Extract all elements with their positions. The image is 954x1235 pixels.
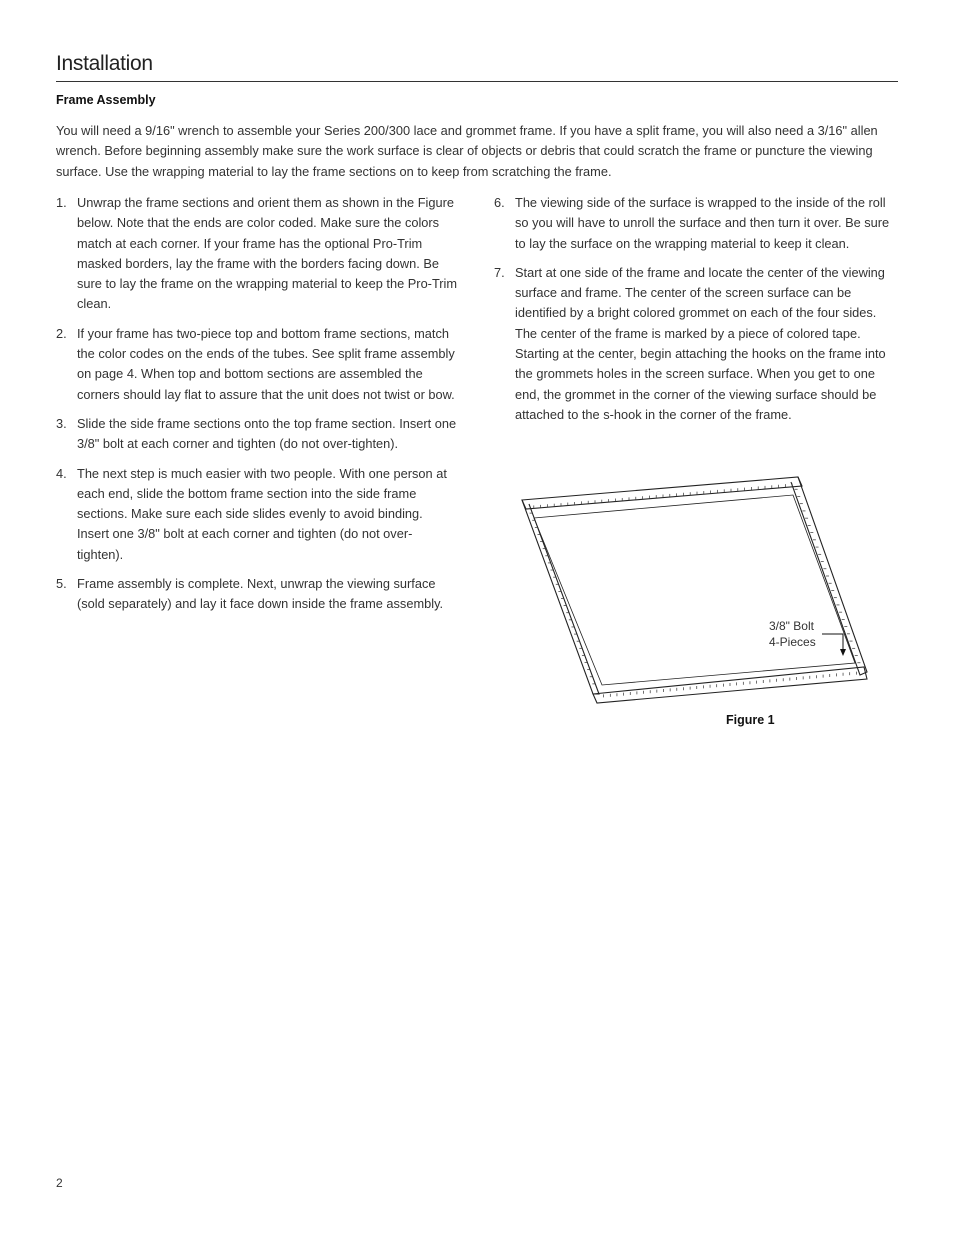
step-number: 2. <box>56 325 67 341</box>
step-text: Start at one side of the frame and locate the center of the viewing surface and frame. The center of the screen surface can be identified by a bright colored grommet on each of the four sides. The center of the frame is marked by a piece of colored tape. Starting at the center, begin attaching the hooks on the frame into the grommets holes in the screen surface. When you get to one end, the grommet in the corner of the viewing surface should be attached to the s-hook in the corner of the frame. <box>515 264 886 422</box>
frame-drawing <box>515 466 885 716</box>
list-item <box>494 263 900 425</box>
figure-caption: Figure 1 <box>726 713 775 727</box>
list-item <box>56 574 458 615</box>
frame-assembly-figure <box>515 466 885 716</box>
title-divider <box>56 81 898 82</box>
step-text: If your frame has two-piece top and bottom frame sections, match the color codes on the ends of the tubes. See split frame assembly on page 4. When top and bottom sections are assembled the corners should lay flat to assure that the unit does not twist or bow. <box>77 325 455 402</box>
list-item <box>56 324 458 405</box>
step-text: Frame assembly is complete. Next, unwrap the viewing surface (sold separately) and lay it face down inside the frame assembly. <box>77 576 444 612</box>
top-frame-rail <box>522 477 802 509</box>
list-item <box>56 193 458 315</box>
step-text: Slide the side frame sections onto the top frame section. Insert one 3/8" bolt at each corner and tighten (do not over-tighten). <box>77 415 457 452</box>
step-number: 3. <box>56 415 67 431</box>
step-text: The next step is much easier with two people. With one person at each end, slide the bottom frame section into the side frame sections. Make sure each side slides evenly to avoid binding. Insert one 3/8" bolt at each corner and tighten (do not over-tighten). <box>77 465 447 562</box>
callout-line-1: 3/8" Bolt <box>769 619 814 633</box>
page-title: Installation <box>56 52 153 75</box>
list-item <box>494 193 900 254</box>
step-number: 4. <box>56 465 67 481</box>
bolt-callout <box>769 618 816 650</box>
step-number: 6. <box>494 195 505 210</box>
list-item <box>56 414 458 455</box>
step-text: The viewing side of the surface is wrapped to the inside of the roll so you will have to unroll the surface and then turn it over. Be sure to lay the surface on the wrapping material to keep it clean. <box>515 195 890 251</box>
callout-line-2: 4-Pieces <box>769 635 816 649</box>
step-text: Unwrap the frame sections and orient them as shown in the Figure below. Note that the ends are color coded. Make sure the colors match at each corner. If your frame has the optional Pro-Trim masked borders, lay the frame with the borders facing down. Be sure to lay the frame on the wrapping material to keep the Pro-Trim clean. <box>77 195 458 312</box>
list-item <box>56 464 458 565</box>
step-number: 7. <box>494 264 505 280</box>
callout-leader-line <box>822 634 843 653</box>
screen-surface-outline <box>534 495 855 685</box>
steps-list-right <box>494 193 900 434</box>
left-frame-rail <box>522 500 599 694</box>
steps-list-left <box>56 193 458 624</box>
step-number: 5. <box>56 576 67 592</box>
page-number: 2 <box>56 1176 63 1190</box>
step-number: 1. <box>56 195 67 210</box>
intro-paragraph: You will need a 9/16" wrench to assemble your Series 200/300 lace and grommet frame. If you have a split frame, you will also need a 3/16" allen wrench. Before beginning assembly make sure the work surface is clear of objects or debris that could scratch the frame or puncture the viewing surface. Use the wrapping material to lay the frame sections on to keep from scratching the frame. <box>56 123 878 179</box>
callout-arrowhead <box>840 649 846 656</box>
section-heading: Frame Assembly <box>56 93 156 107</box>
